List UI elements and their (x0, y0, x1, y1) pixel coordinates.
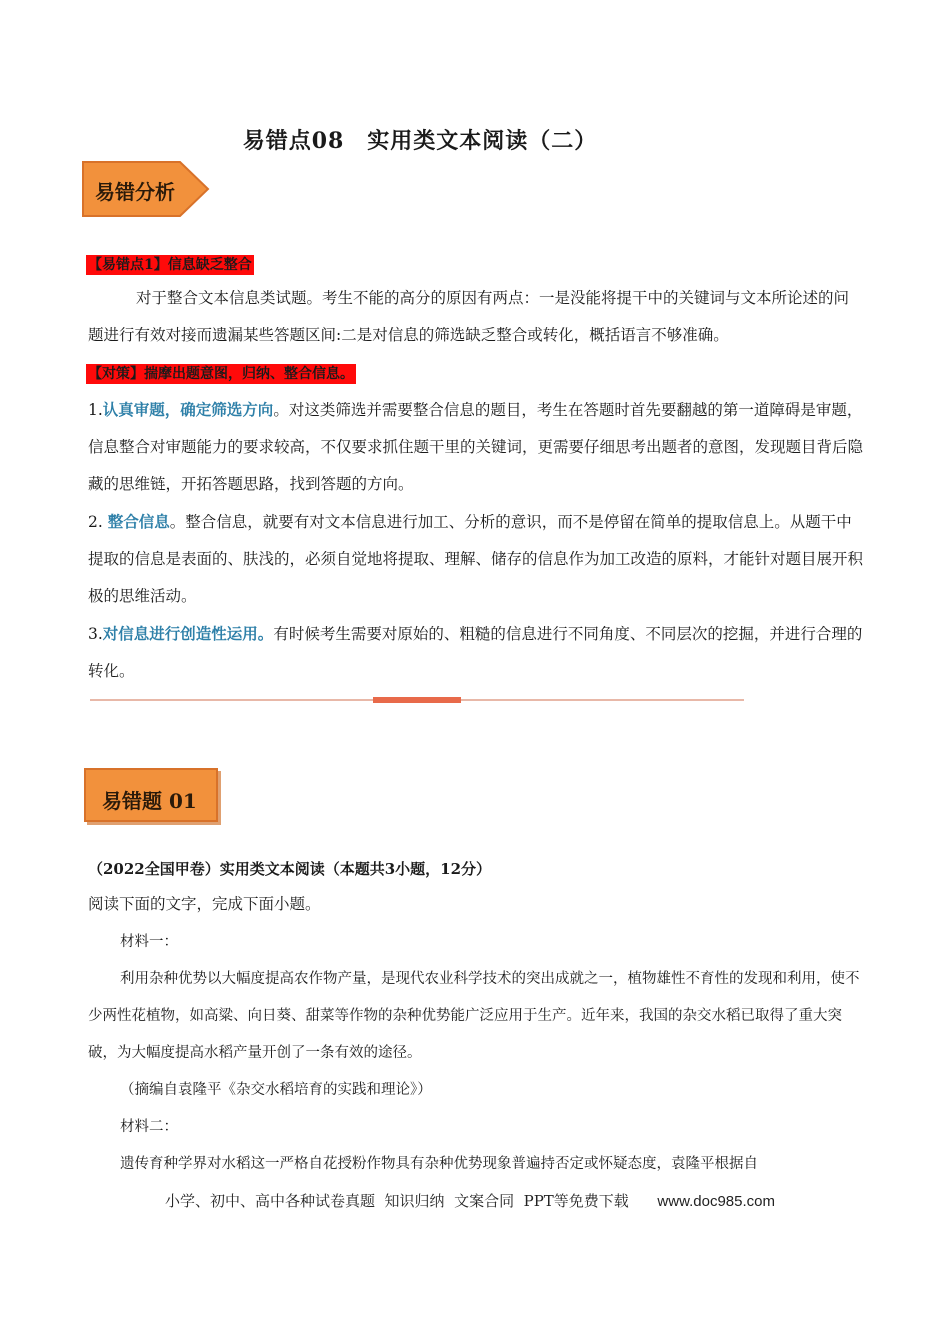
page-title: 易错点08 实用类文本阅读（二） (242, 128, 598, 154)
footer-text: 小学、初中、高中各种试卷真题 知识归纳 文案合同 PPT等免费下载 (165, 1192, 629, 1210)
error-point-tag: 【易错点1】信息缺乏整合 (88, 257, 252, 273)
strategy-item-2-keyword: 整合信息 (107, 512, 170, 531)
material-1-label: 材料一： (120, 934, 178, 950)
section-divider-accent (373, 697, 461, 703)
strategy-item-1: 1.认真审题，确定筛选方向。对这类筛选并需要整合信息的题目，考生在答题时首先要翻越的第一道障碍是审题，信息整合对审题能力的要求较高，不仅要求抓住题干里的关键词，更需要仔细思考出题者的意图，发现题目背后隐藏的思维链，开拓答题思路，找到答题的方向。 (88, 400, 864, 493)
section-badge-error-analysis (80, 160, 212, 218)
strategy-tag: 【对策】揣摩出题意图，归纳、整合信息。 (88, 366, 354, 382)
error-point-paragraph (88, 280, 864, 354)
error-point-text: 对于整合文本信息类试题。考生不能的高分的原因有两点：一是没能将提干中的关键词与文本所论述的问题进行有效对接而遗漏某些答题区间:二是对信息的筛选缺乏整合或转化，概括语言不够准确。 (88, 289, 850, 344)
strategy-item-2: 2. 整合信息。整合信息，就要有对文本信息进行加工、分析的意识，而不是停留在简单的提取信息上。从题干中提取的信息是表面的、肤浅的，必须自觉地将提取、理解、储存的信息作为加工改造的原料，才能针对题目展开积极的思维活动。 (88, 512, 864, 605)
footer-url[interactable]: www.doc985.com (657, 1193, 775, 1210)
strategy-item-3-keyword: 对信息进行创造性运用。 (102, 624, 274, 643)
material-1-text: 利用杂种优势以大幅度提高农作物产量，是现代农业科学技术的突出成就之一，植物雄性不育性的发现和利用，使不少两性花植物，如高粱、向日葵、甜菜等作物的杂种优势能广泛应用于生产。近年来，我国的杂交水稻已取得了重大突破，为大幅度提高水稻产量开创了一条有效的途径。 (88, 971, 860, 1061)
strategy-items (88, 391, 864, 690)
strategy-item-1-keyword: 认真审题，确定筛选方向 (102, 400, 274, 419)
material-2-label: 材料二： (120, 1119, 178, 1135)
page-footer (165, 1190, 775, 1211)
question-header: （2022全国甲卷）实用类文本阅读（本题共3小题，12分） (88, 860, 492, 878)
question-badge (84, 768, 218, 822)
section-badge-label: 易错分析 (95, 180, 175, 204)
materials (88, 924, 864, 1183)
material-2-text: 遗传育种学界对水稻这一严格自花授粉作物具有杂种优势现象普遍持否定或怀疑态度，袁隆平根据自 (120, 1156, 758, 1172)
question-badge-label: 易错题 01 (102, 789, 197, 813)
material-1-source: （摘编自袁隆平《杂交水稻培育的实践和理论》） (120, 1082, 432, 1098)
question-intro: 阅读下面的文字，完成下面小题。 (88, 895, 321, 913)
strategy-item-3: 3.对信息进行创造性运用。有时候考生需要对原始的、粗糙的信息进行不同角度、不同层次的挖掘，并进行合理的转化。 (88, 624, 863, 680)
